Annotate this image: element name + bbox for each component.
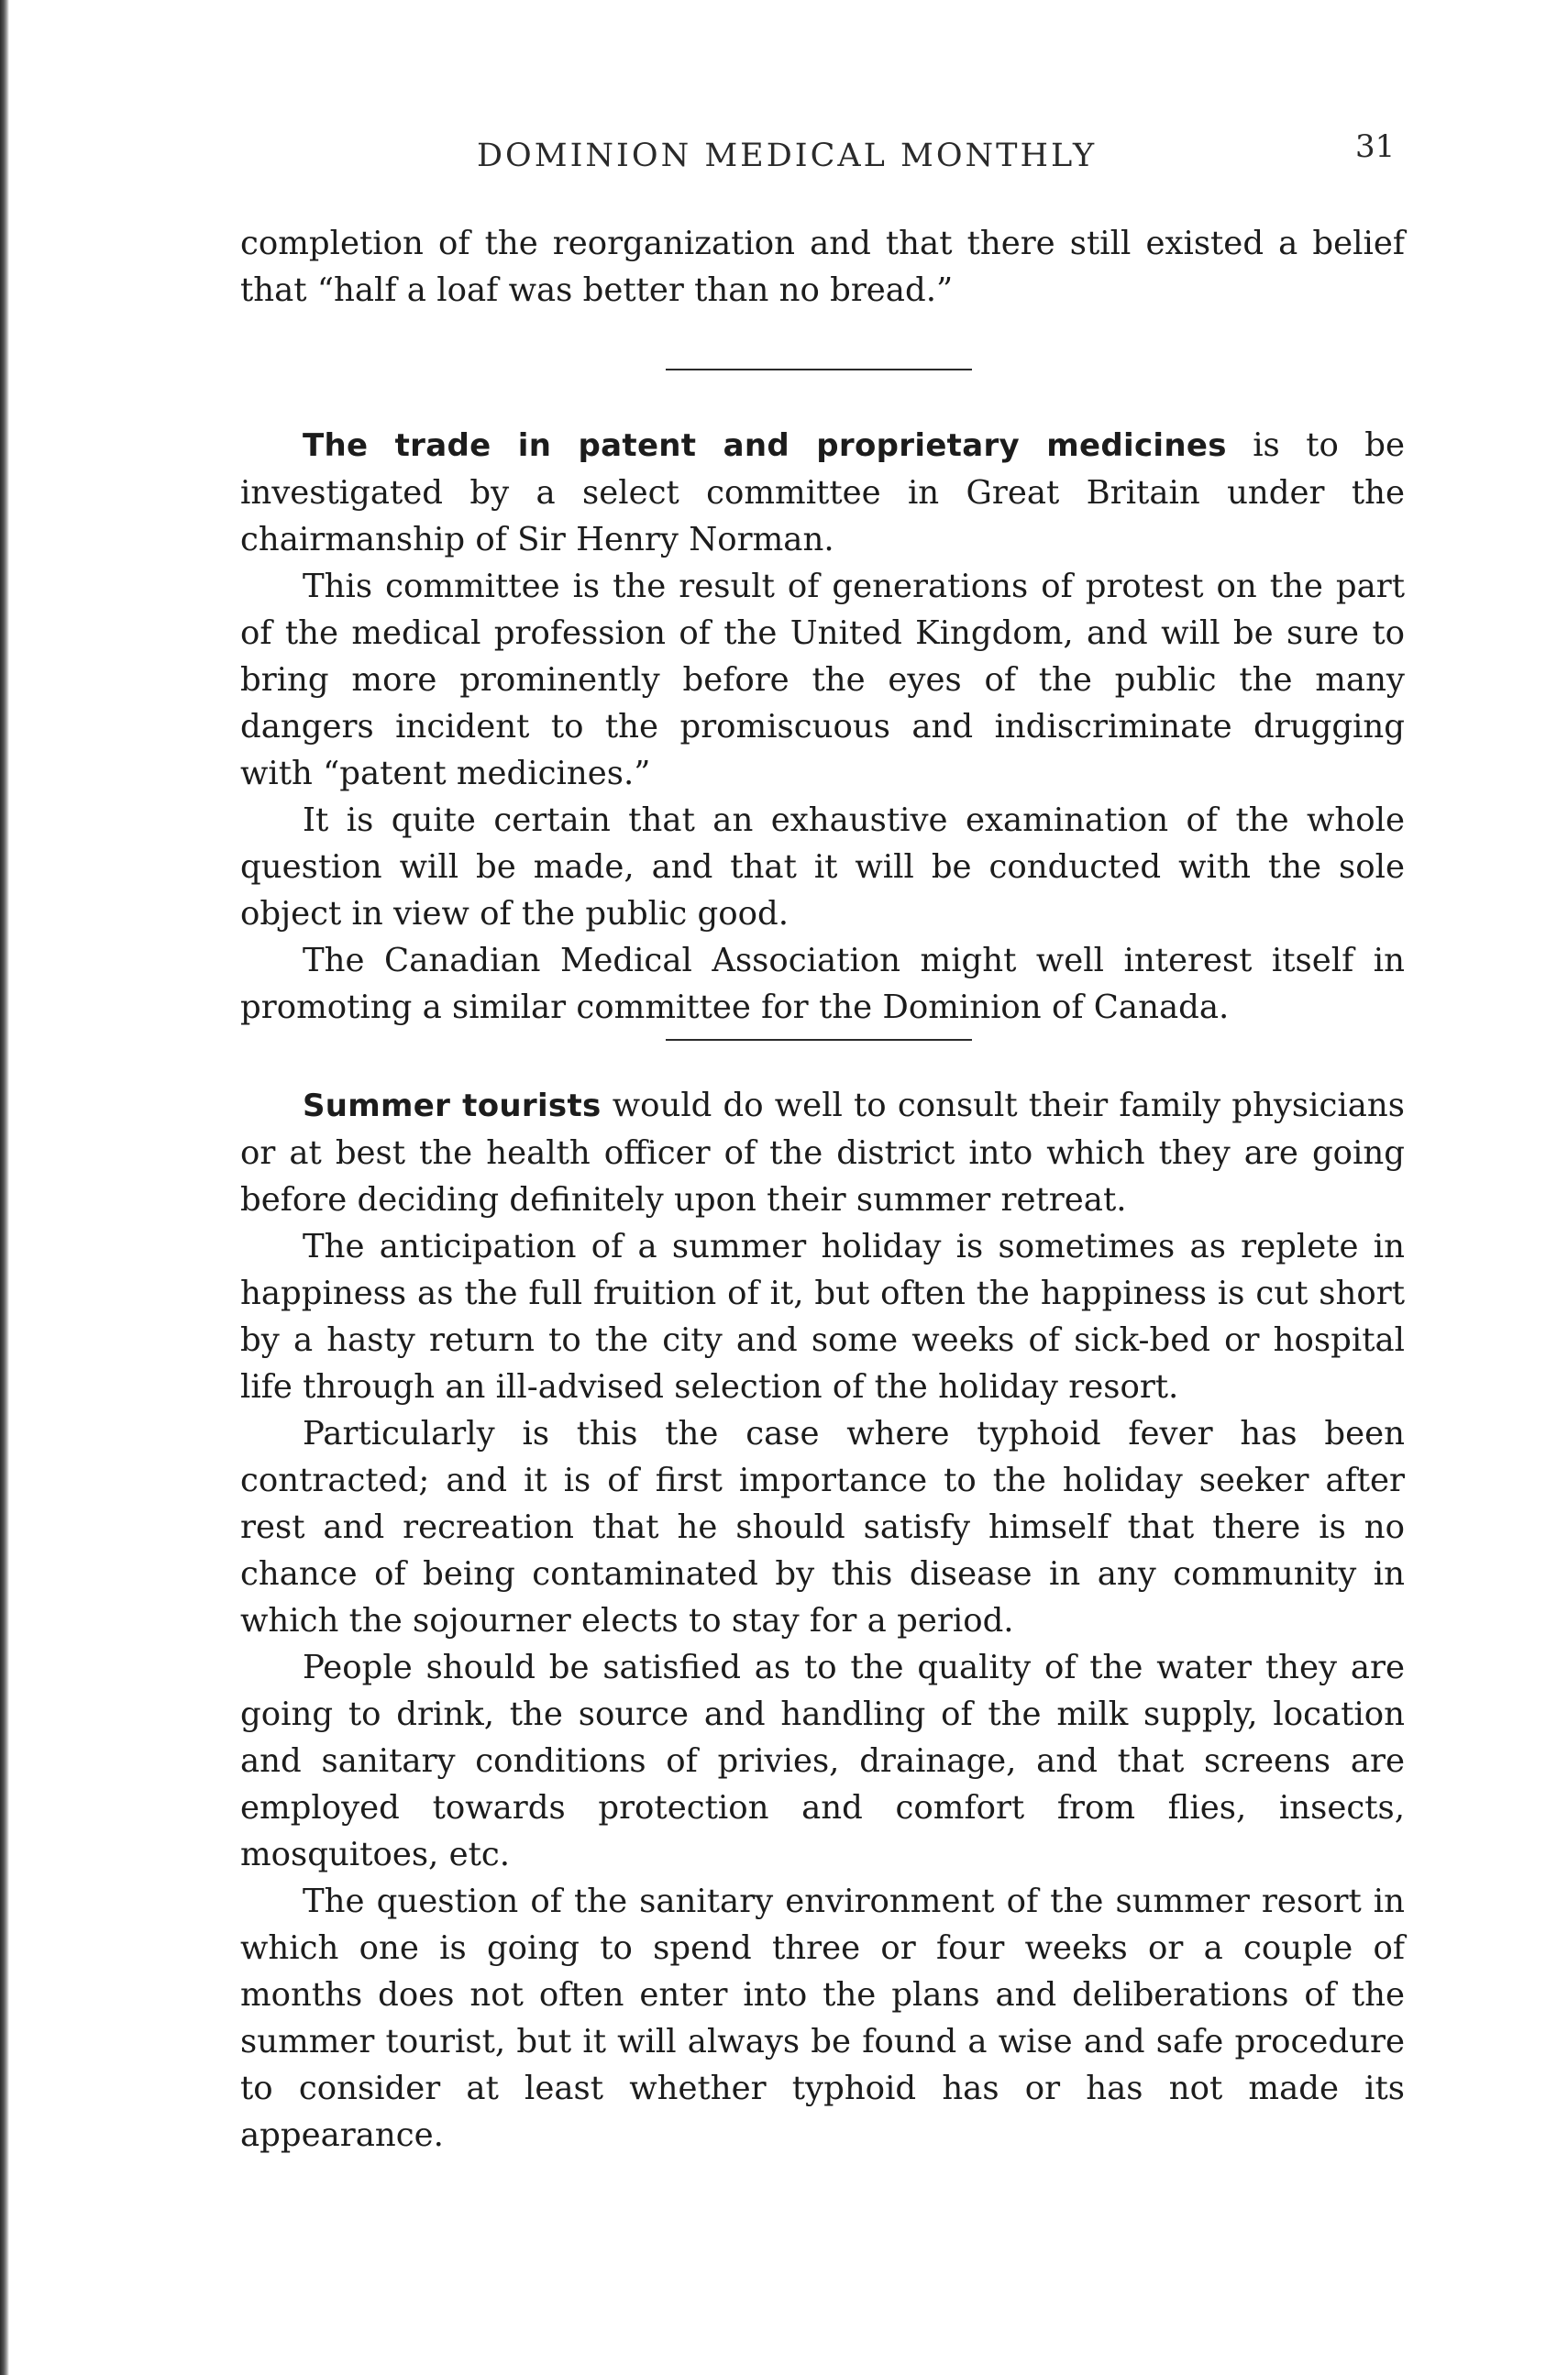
patent-paragraph-2: This committee is the result of generations of protest on the part of the medical profession of the United Kingdom, and will be sure to bring more prominently before the eyes of the public the many dangers incident to the promiscuous and indiscriminate drugging with “patent medicines.” <box>240 568 1405 792</box>
continuation-text: completion of the reorganization and that there still existed a belief that “half a loaf was better than no bread.” <box>240 225 1405 309</box>
section-patent-medicines <box>240 422 1405 1031</box>
page-binding-edge <box>0 0 9 2375</box>
continuation-paragraph <box>240 220 1405 314</box>
patent-paragraph-3: It is quite certain that an exhaustive examination of the whole question will be made, and that it will be conducted with the sole object in view of the public good. <box>240 801 1405 933</box>
page-number: 31 <box>1355 128 1396 165</box>
patent-lead-text: is to be investigated by a select committee in Great Britain under the chairmanship of Sir Henry Norman. <box>240 426 1405 558</box>
tourists-lead-heading: Summer tourists <box>303 1088 602 1124</box>
tourists-paragraph-1 <box>240 1082 1405 1223</box>
tourists-lead-text: would do well to consult their family physicians or at best the health officer of the district into which they are going before deciding definitely upon their summer retreat. <box>240 1087 1405 1219</box>
section-divider-2 <box>666 1039 972 1041</box>
section-divider-1 <box>666 369 972 370</box>
tourists-paragraph-5: The question of the sanitary environment of the summer resort in which one is going to spend three or four weeks or a couple of months does not often enter into the plans and deliberations of the summer tourist, but it will always be found a wise and safe procedure to consider at least whether typhoid has or has not made its appearance. <box>240 1883 1405 2154</box>
tourists-paragraph-2: The anticipation of a summer holiday is sometimes as replete in happiness as the full fruition of it, but often the happiness is cut short by a hasty return to the city and some weeks of sick-bed or hospital life through an ill-advised selection of the holiday resort. <box>240 1228 1405 1406</box>
patent-paragraph-1 <box>240 422 1405 563</box>
patent-lead-heading: The trade in patent and proprietary medicines <box>303 427 1227 464</box>
running-title: DOMINION MEDICAL MONTHLY <box>477 138 1098 174</box>
section-summer-tourists <box>240 1082 1405 2159</box>
tourists-paragraph-3: Particularly is this the case where typhoid fever has been contracted; and it is of first importance to the holiday seeker after rest and recreation that he should satisfy himself that there is no chance of being contaminated by this disease in any community in which the sojourner elects to stay for a period. <box>240 1415 1405 1640</box>
patent-paragraph-4: The Canadian Medical Association might well interest itself in promoting a similar committee for the Dominion of Canada. <box>240 942 1405 1026</box>
tourists-paragraph-4: People should be satisfied as to the quality of the water they are going to drink, the source and handling of the milk supply, location and sanitary conditions of privies, drainage, and that screens are employed towards protection and comfort from flies, insects, mosquitoes, etc. <box>240 1649 1405 1873</box>
